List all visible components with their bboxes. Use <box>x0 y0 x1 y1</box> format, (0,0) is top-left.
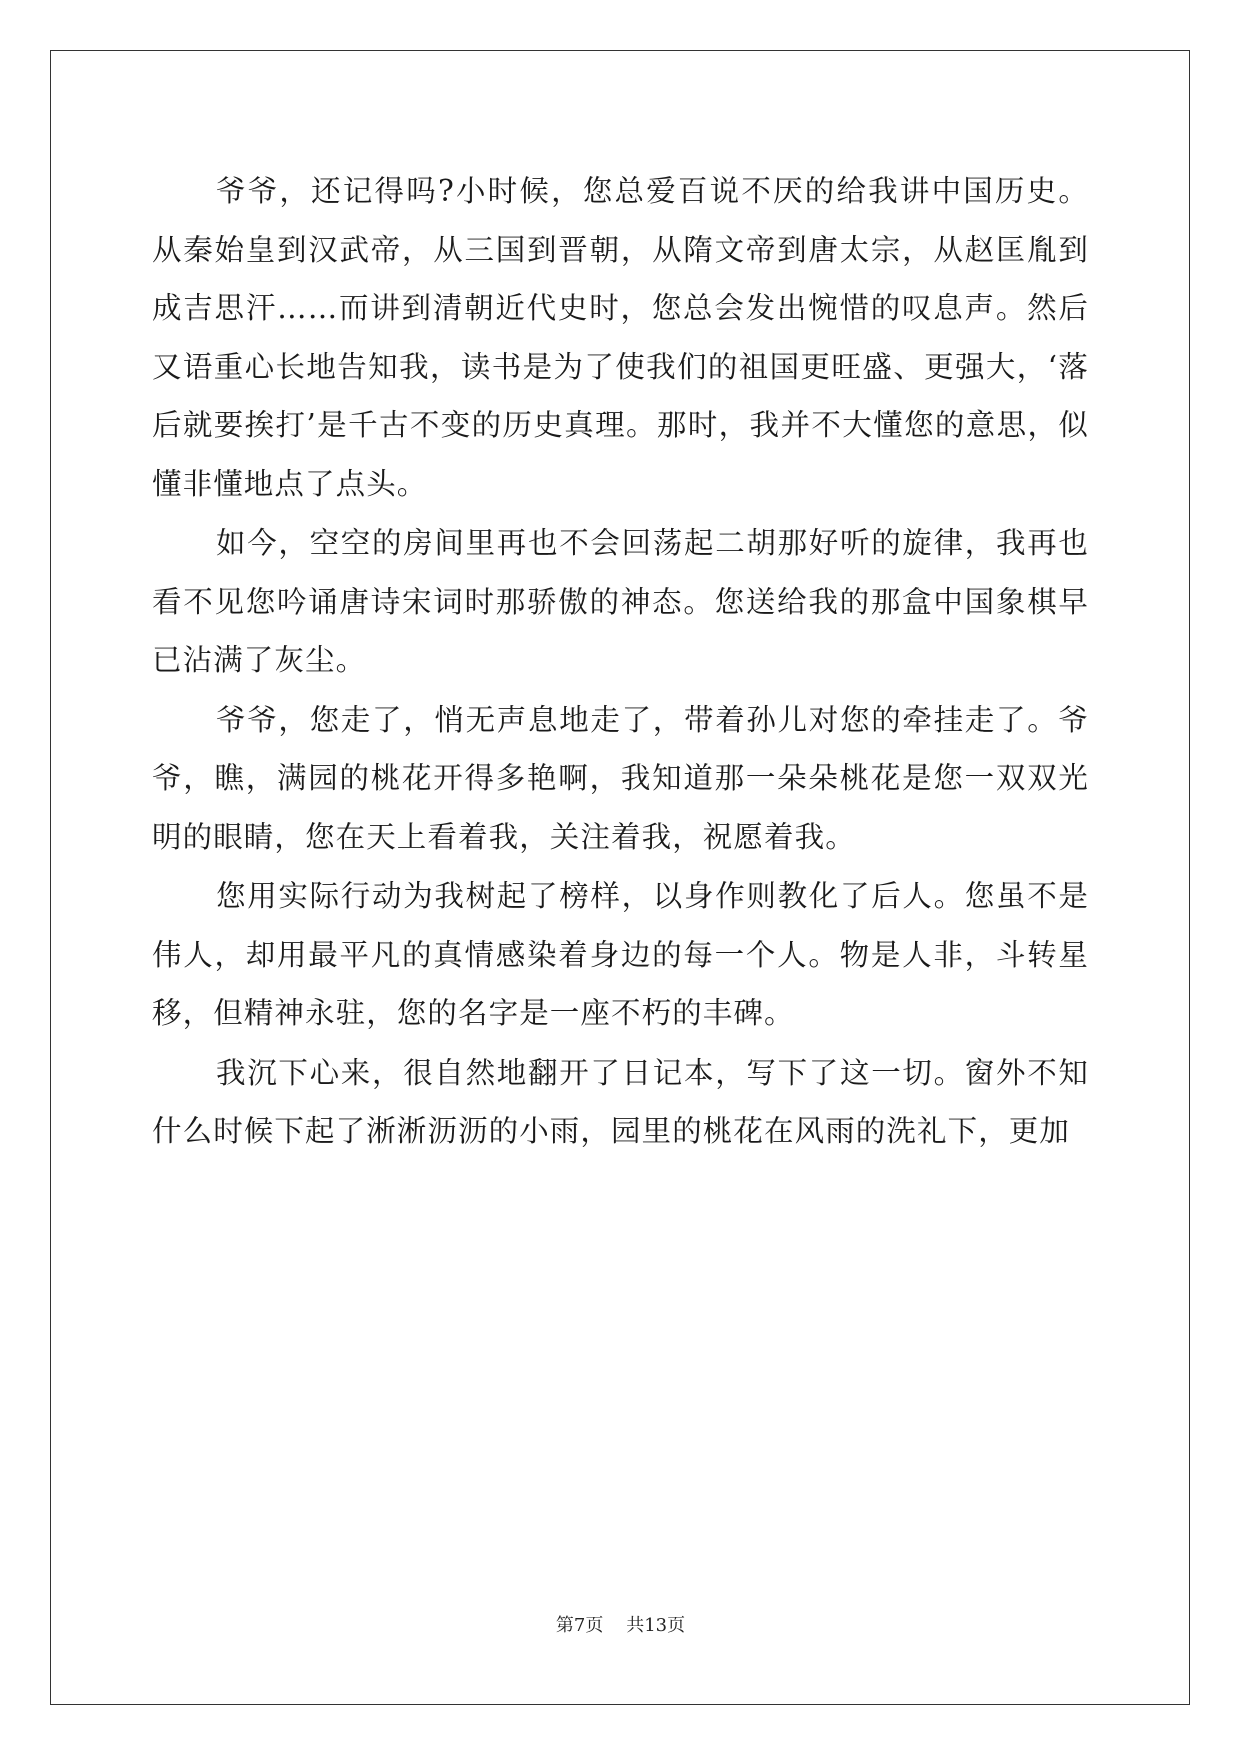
page-number-footer: 第7页 共13页 <box>555 1615 686 1636</box>
document-body <box>152 162 1089 1161</box>
paragraph-5: 我沉下心来，很自然地翻开了日记本，写下了这一切。窗外不知什么时候下起了淅淅沥沥的小雨，园里的桃花在风雨的洗礼下，更加 <box>152 1055 1089 1148</box>
paragraph-3: 爷爷，您走了，悄无声息地走了，带着孙儿对您的牵挂走了。爷爷，瞧，满园的桃花开得多艳啊，我知道那一朵朵桃花是您一双双光明的眼睛，您在天上看着我，关注着我，祝愿着我。 <box>152 702 1089 854</box>
paragraph-2: 如今，空空的房间里再也不会回荡起二胡那好听的旋律，我再也看不见您吟诵唐诗宋词时那骄傲的神态。您送给我的那盒中国象棋早已沾满了灰尘。 <box>152 526 1089 677</box>
paragraph-1: 爷爷，还记得吗?小时候，您总爱百说不厌的给我讲中国历史。从秦始皇到汉武帝，从三国到晋朝，从隋文帝到唐太宗，从赵匡胤到成吉思汗……而讲到清朝近代史时，您总会发出惋惜的叹息声。然后又语重心长地告知我，读书是为了使我们的祖国更旺盛、更强大，‘落后就要挨打’是千古不变的历史真理。那时，我并不大懂您的意思，似懂非懂地点了点头。 <box>152 174 1089 501</box>
paragraph-4: 您用实际行动为我树起了榜样，以身作则教化了后人。您虽不是伟人，却用最平凡的真情感染着身边的每一个人。物是人非，斗转星移，但精神永驻，您的名字是一座不朽的丰碑。 <box>152 879 1089 1030</box>
